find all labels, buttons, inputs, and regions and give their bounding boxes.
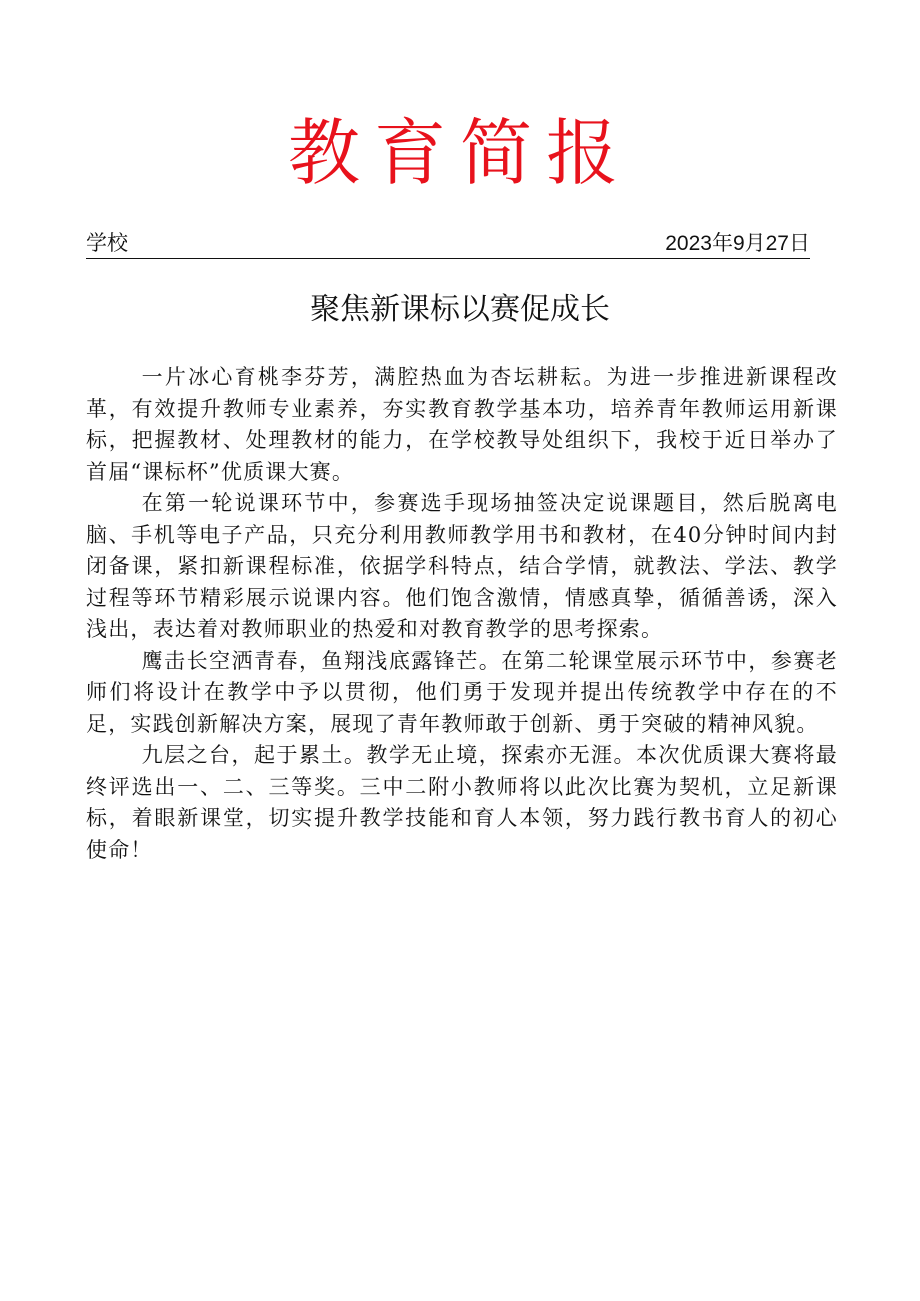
article-body xyxy=(86,362,838,866)
school-label: 学校 xyxy=(86,232,128,255)
masthead-title: 教育简报 xyxy=(287,111,632,195)
article-paragraph: 在第一轮说课环节中，参赛选手现场抽签决定说课题目，然后脱离电脑、手机等电子产品，只充分利用教师教学用书和教材，在40分钟时间内封闭备课，紧扣新课程标准，依据学科特点，结合学情，就教法、学法、教学过程等环节精彩展示说课内容。他们饱含激情，情感真挚，循循善诱，深入浅出，表达着对教师职业的热爱和对教育教学的思考探索。 xyxy=(86,491,838,641)
article-paragraph: 鹰击长空洒青春，鱼翔浅底露锋芒。在第二轮课堂展示环节中，参赛老师们将设计在教学中予以贯彻，他们勇于发现并提出传统教学中存在的不足，实践创新解决方案，展现了青年教师敢于创新、勇于突破的精神风貌。 xyxy=(86,648,838,736)
issue-date: 2023年9月27日 xyxy=(665,232,810,255)
info-line xyxy=(86,230,810,259)
article-paragraph: 一片冰心育桃李芬芳，满腔热血为杏坛耕耘。为进一步推进新课程改革，有效提升教师专业素养，夯实教育教学基本功，培养青年教师运用新课标，把握教材、处理教材的能力，在学校教导处组织下，我校于近日举办了首届“课标杯”优质课大赛。 xyxy=(86,365,838,484)
article-paragraph: 九层之台，起于累土。教学无止境，探索亦无涯。本次优质课大赛将最终评选出一、二、三等奖。三中二附小教师将以此次比赛为契机，立足新课标，着眼新课堂，切实提升教学技能和育人本领，努力践行教书育人的初心使命！ xyxy=(86,743,838,862)
article-headline: 聚焦新课标以赛促成长 xyxy=(310,292,610,327)
